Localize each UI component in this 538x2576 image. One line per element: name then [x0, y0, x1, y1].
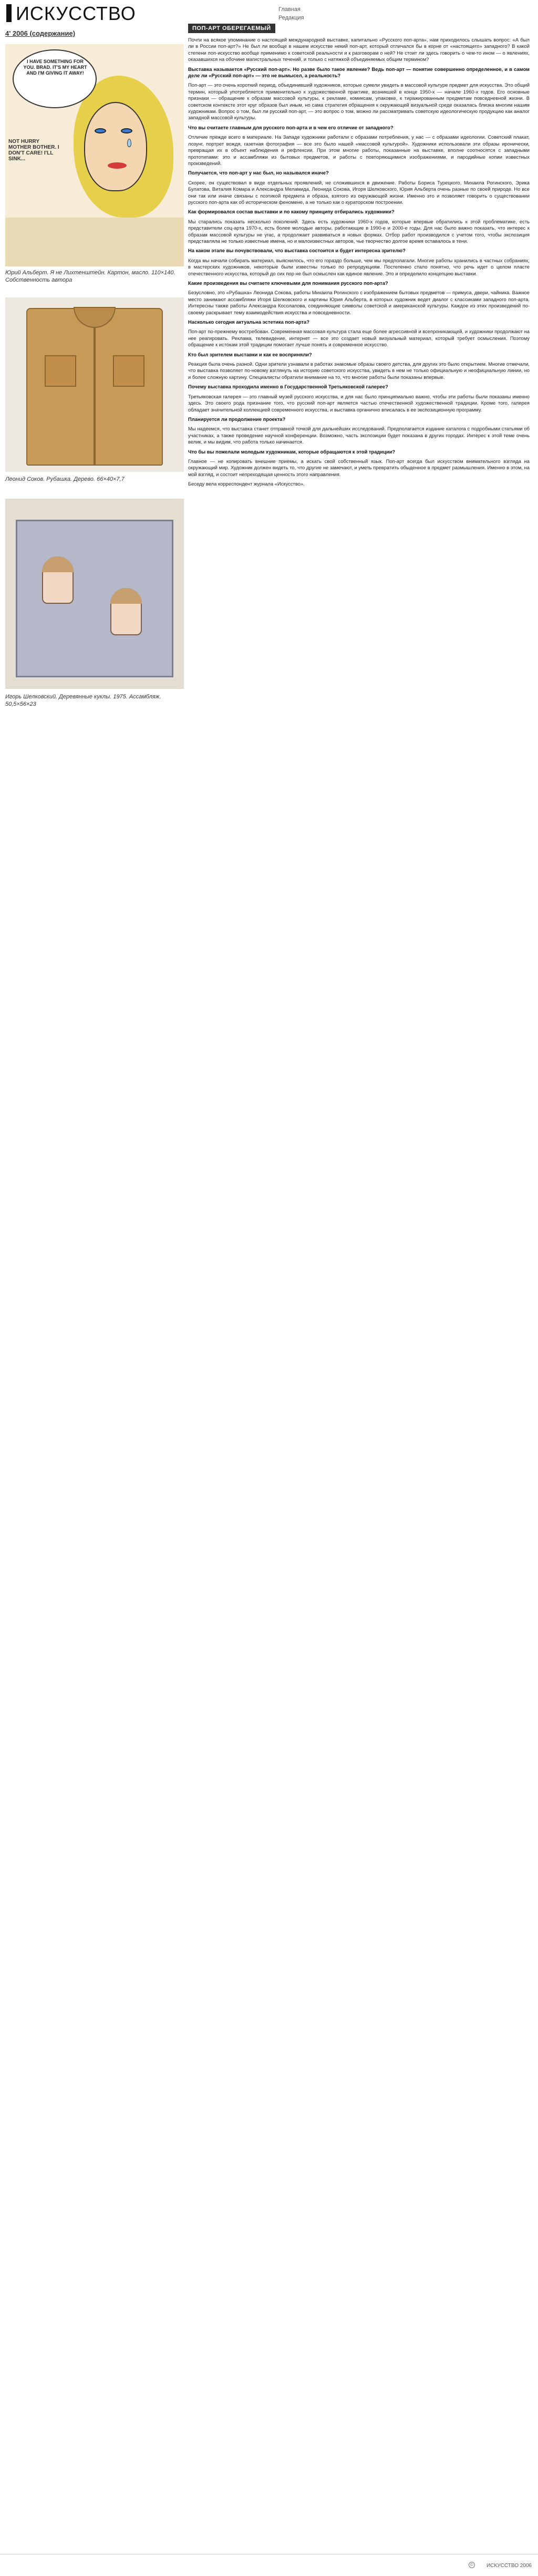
- site-logo[interactable]: [6, 3, 140, 24]
- interview-question: Что бы вы пожелали молодым художникам, которые обращаются к этой традиции?: [188, 448, 396, 455]
- shirt-placket: [94, 327, 96, 465]
- article-paragraph: Почти на всякое упоминание о настоящей международной выставке, капитально «Русского поп-арта», нам приходилось слышать вопрос: «А был ли в России поп-арт?» Не был ли вообще в нашем искусстве некий поп-арт, который отличался бы в корне от «настоящего» западного? В какой степени поп-искусство вообще применимо к советской реальности и к разговорам о ней? Не стоит ли здесь говорить о чем-то ином — о явлениях, оказавшихся на обочине магистральных течений, и только с натяжкой объединяемых общим термином?: [188, 37, 530, 63]
- logo-mark: [6, 4, 12, 22]
- shirt-pocket-right: [113, 355, 144, 387]
- issue-contents-link[interactable]: 4' 2006 (содержание): [5, 29, 76, 37]
- artwork-pop-comic: [5, 44, 184, 266]
- interview-question: Выставка называется «Русский поп-арт». Но разве было такое явление? Ведь поп-арт — понятие совершенно определенное, и в самом деле ли «Русский поп-арт» — это не вымысел, а реальность?: [188, 66, 530, 79]
- copyright-text: ИСКУССТВО 2006: [486, 2563, 532, 2569]
- interview-question: Получается, что поп-арт у нас был, но назывался иначе?: [188, 170, 329, 176]
- article-paragraph: Реакция была очень разной. Одни зрители узнавали в работах знакомые образы своего детства, для других это было открытием. Многие отмечали, что выставка позволяет по-новому взглянуть на историю советского искусства, увидеть в нем не только официальную и неофициальную линии, но и более сложную картину. Специалисты обратили внимание на то, что многие работы были показаны впервые.: [188, 361, 530, 380]
- comic-side-text: NOT HURRY MOTHER BOTHER. I DON'T CARE! I'LL SINK...: [8, 139, 59, 162]
- article-paragraph: Главное — не копировать внешние приемы, а искать свой собственный язык. Поп-арт всегда был искусством внимательного взгляда на окружающий мир. Художник должен видеть то, что другие не замечают, и уметь превратить обыденное в предмет размышления. Именно в этом, на мой взгляд, и состоит непреходящая ценность этого направления.: [188, 458, 530, 477]
- interview-question: Кто был зрителем выставки и как ее восприняли?: [188, 351, 312, 357]
- interview-question: Что вы считаете главным для русского поп-арта и в чем его отличие от западного?: [188, 124, 394, 130]
- artwork-caption: Игорь Шелковский. Деревянные куклы. 1975. Ассамбляж. 50,5×56×23: [5, 694, 161, 707]
- article-paragraph: Мы старались показать несколько поколений. Здесь есть художники 1960-х годов, которые впервые обратились к этой проблематике, есть представители соц-арта 1970-х, есть более молодые авторы, работающие в 1990-е и 2000-е годы. Для нас было важно показать, что интерес к образам массовой культуры не угас, а продолжает развиваться в новых формах. Отбор работ производился с учетом того, чтобы экспозиция представляла не только известные имена, но и малоизвестных авторов, чье творчество долгое время оставалось в тени.: [188, 218, 530, 244]
- logo-text: ИСКУССТВО: [16, 3, 136, 24]
- shirt-pocket-left: [45, 355, 76, 387]
- interview-question: Насколько сегодня актуальна эстетика поп-арта?: [188, 319, 309, 325]
- artwork-background: [5, 218, 184, 266]
- interview-question: На каком этапе вы почувствовали, что выставка состоится и будет интересна зрителю?: [188, 248, 406, 254]
- carpet-panel: [16, 520, 173, 677]
- artwork-eye-left: [95, 128, 106, 133]
- artwork-tear: [127, 139, 131, 147]
- article-paragraph: Скорее, он существовал в виде отдельных проявлений, не сложившихся в движение. Работы Бориса Турецкого, Михаила Рогинского, Эрика Булатова, Виталия Комара и Александра Меламида, Леонида Сокова, Игоря Шелковского, Юрия Альберта очень разные по своей природе. Но все они так или иначе связаны с поэтикой предмета и образа, взятого из окружающей жизни. Именно это и позволяет говорить о существовании русского поп-арта как об историческом феномене, а не только как о кураторском построении.: [188, 179, 530, 205]
- interview-question: Планируется ли продолжение проекта?: [188, 416, 286, 422]
- article-paragraph: Беседу вела корреспондент журнала «Искусство».: [188, 481, 305, 487]
- page-footer: [0, 2554, 538, 2576]
- top-nav: [278, 5, 304, 22]
- article-paragraph: Поп-арт — это очень короткий период, объединивший художников, которые сумели увидеть в массовой культуре предмет для искусства. Это общий термин, который употребляется применительно к художественной практике, возникшей в конце 1950-х — начале 1960-х годов. Его основные признаки — обращение к образам массовой культуры, к рекламе, комиксам, упаковке, к тиражированным предметам повседневной жизни. В советском контексте этот круг образов был иным, но сама стратегия обращения к окружающей визуальной среде оказалась близка многим нашим художникам. Вопрос о том, был ли русский поп-арт, — это вопрос о том, можно ли рассматривать советскую идеологическую продукцию как аналог западной массовой культуры.: [188, 82, 530, 121]
- article-paragraph: Поп-арт по-прежнему востребован. Современная массовая культура стала еще более агрессивной и всепроникающей, и художники продолжают на нее реагировать. Реклама, телевидение, интернет — все это создает новый визуальный материал, который требует осмысления. Поэтому обращение к истокам этой традиции помогает лучше понять и современное искусство.: [188, 328, 530, 348]
- artwork-lips: [108, 162, 127, 169]
- artwork-caption: Леонид Соков. Рубашка. Дерево. 66×40×7,7: [5, 476, 125, 482]
- article-paragraph: Безусловно, это «Рубашка» Леонида Сокова, работы Михаила Рогинского с изображением бытовых предметов — примуса, двери, чайника. Важное место занимают ассамбляжи Игоря Шелковского и картины Юрия Альберта, в которых художник ведет диалог с классиками западного поп-арта. Интересны также работы Александра Косолапова, соединяющие символы советской и американской культуры. Каждое из этих произведений по-своему раскрывает тему взаимодействия искусства и повседневности.: [188, 290, 530, 315]
- speech-bubble: [13, 49, 97, 108]
- article-column: [188, 23, 533, 487]
- artwork-face: [84, 102, 147, 191]
- section-label: ПОП-АРТ ОБЕРЕГАЕМЫЙ: [188, 24, 275, 33]
- article-paragraph: Третьяковская галерея — это главный музей русского искусства, и для нас было принципиально важно, чтобы эти работы были показаны именно здесь. Это своего рода признание того, что русский поп-арт является частью отечественной художественной традиции. Кроме того, галерея обладает значительной коллекцией современного искусства, и выставка органично вписалась в ее экспозиционную программу.: [188, 393, 530, 413]
- artwork-caption: Юрий Альберт. Я не Лихтенштейн. Картон, масло. 110×140. Собственность автора: [5, 270, 175, 283]
- nav-link-home[interactable]: Главная: [278, 6, 301, 13]
- interview-question: Какие произведения вы считаете ключевыми для понимания русского поп-арта?: [188, 280, 388, 286]
- speech-bubble-text: I HAVE SOMETHING FOR YOU. BRAD. IT'S MY HEART AND I'M GIVING IT AWAY!: [23, 59, 87, 76]
- artwork-dolls: [5, 499, 184, 689]
- article-paragraph: Отличие прежде всего в материале. На Западе художники работали с образами потребления, у нас — с образами идеологии. Советский плакат, лозунг, портрет вождя, газетная фотография — все это было нашей «массовой культурой». Художники использовали эти образы иронически, превращая их в объект наблюдения и рефлексии. При этом многие работы, показанные на выставке, вполне соотносятся с западными прототипами: это и ассамбляжи из бытовых предметов, и работы с повторяющимися изображениями, и пародийные копии известных произведений.: [188, 134, 530, 166]
- article-body: [188, 37, 530, 491]
- nav-link-editorial[interactable]: Редакция: [278, 15, 304, 21]
- interview-question: Почему выставка проходила именно в Государственной Третьяковской галерее?: [188, 384, 388, 390]
- article-paragraph: Мы надеемся, что выставка станет отправной точкой для дальнейших исследований. Предполагается издание каталога с подробными статьями об участниках, а также проведение научной конференции. Возможно, часть экспозиции будет показана в других городах. Интерес к этой теме очень велик, и мы видим, что работа только начинается.: [188, 426, 530, 445]
- artwork-shirt: [5, 297, 184, 472]
- artwork-eye-right: [121, 128, 132, 133]
- article-paragraph: Когда мы начали собирать материал, выяснилось, что его гораздо больше, чем мы предполагали. Многие работы хранились в частных собраниях, в мастерских художников, некоторые были известны только по репродукциям. Постепенно стало понятно, что речь идет о целом пласте отечественного искусства, который до сих пор не был осмыслен как единое явление. Это и определило концепцию выставки.: [188, 257, 530, 276]
- interview-question: Как формировался состав выставки и по какому принципу отбирались художники?: [188, 209, 395, 215]
- copyright-icon: ©: [469, 2562, 475, 2568]
